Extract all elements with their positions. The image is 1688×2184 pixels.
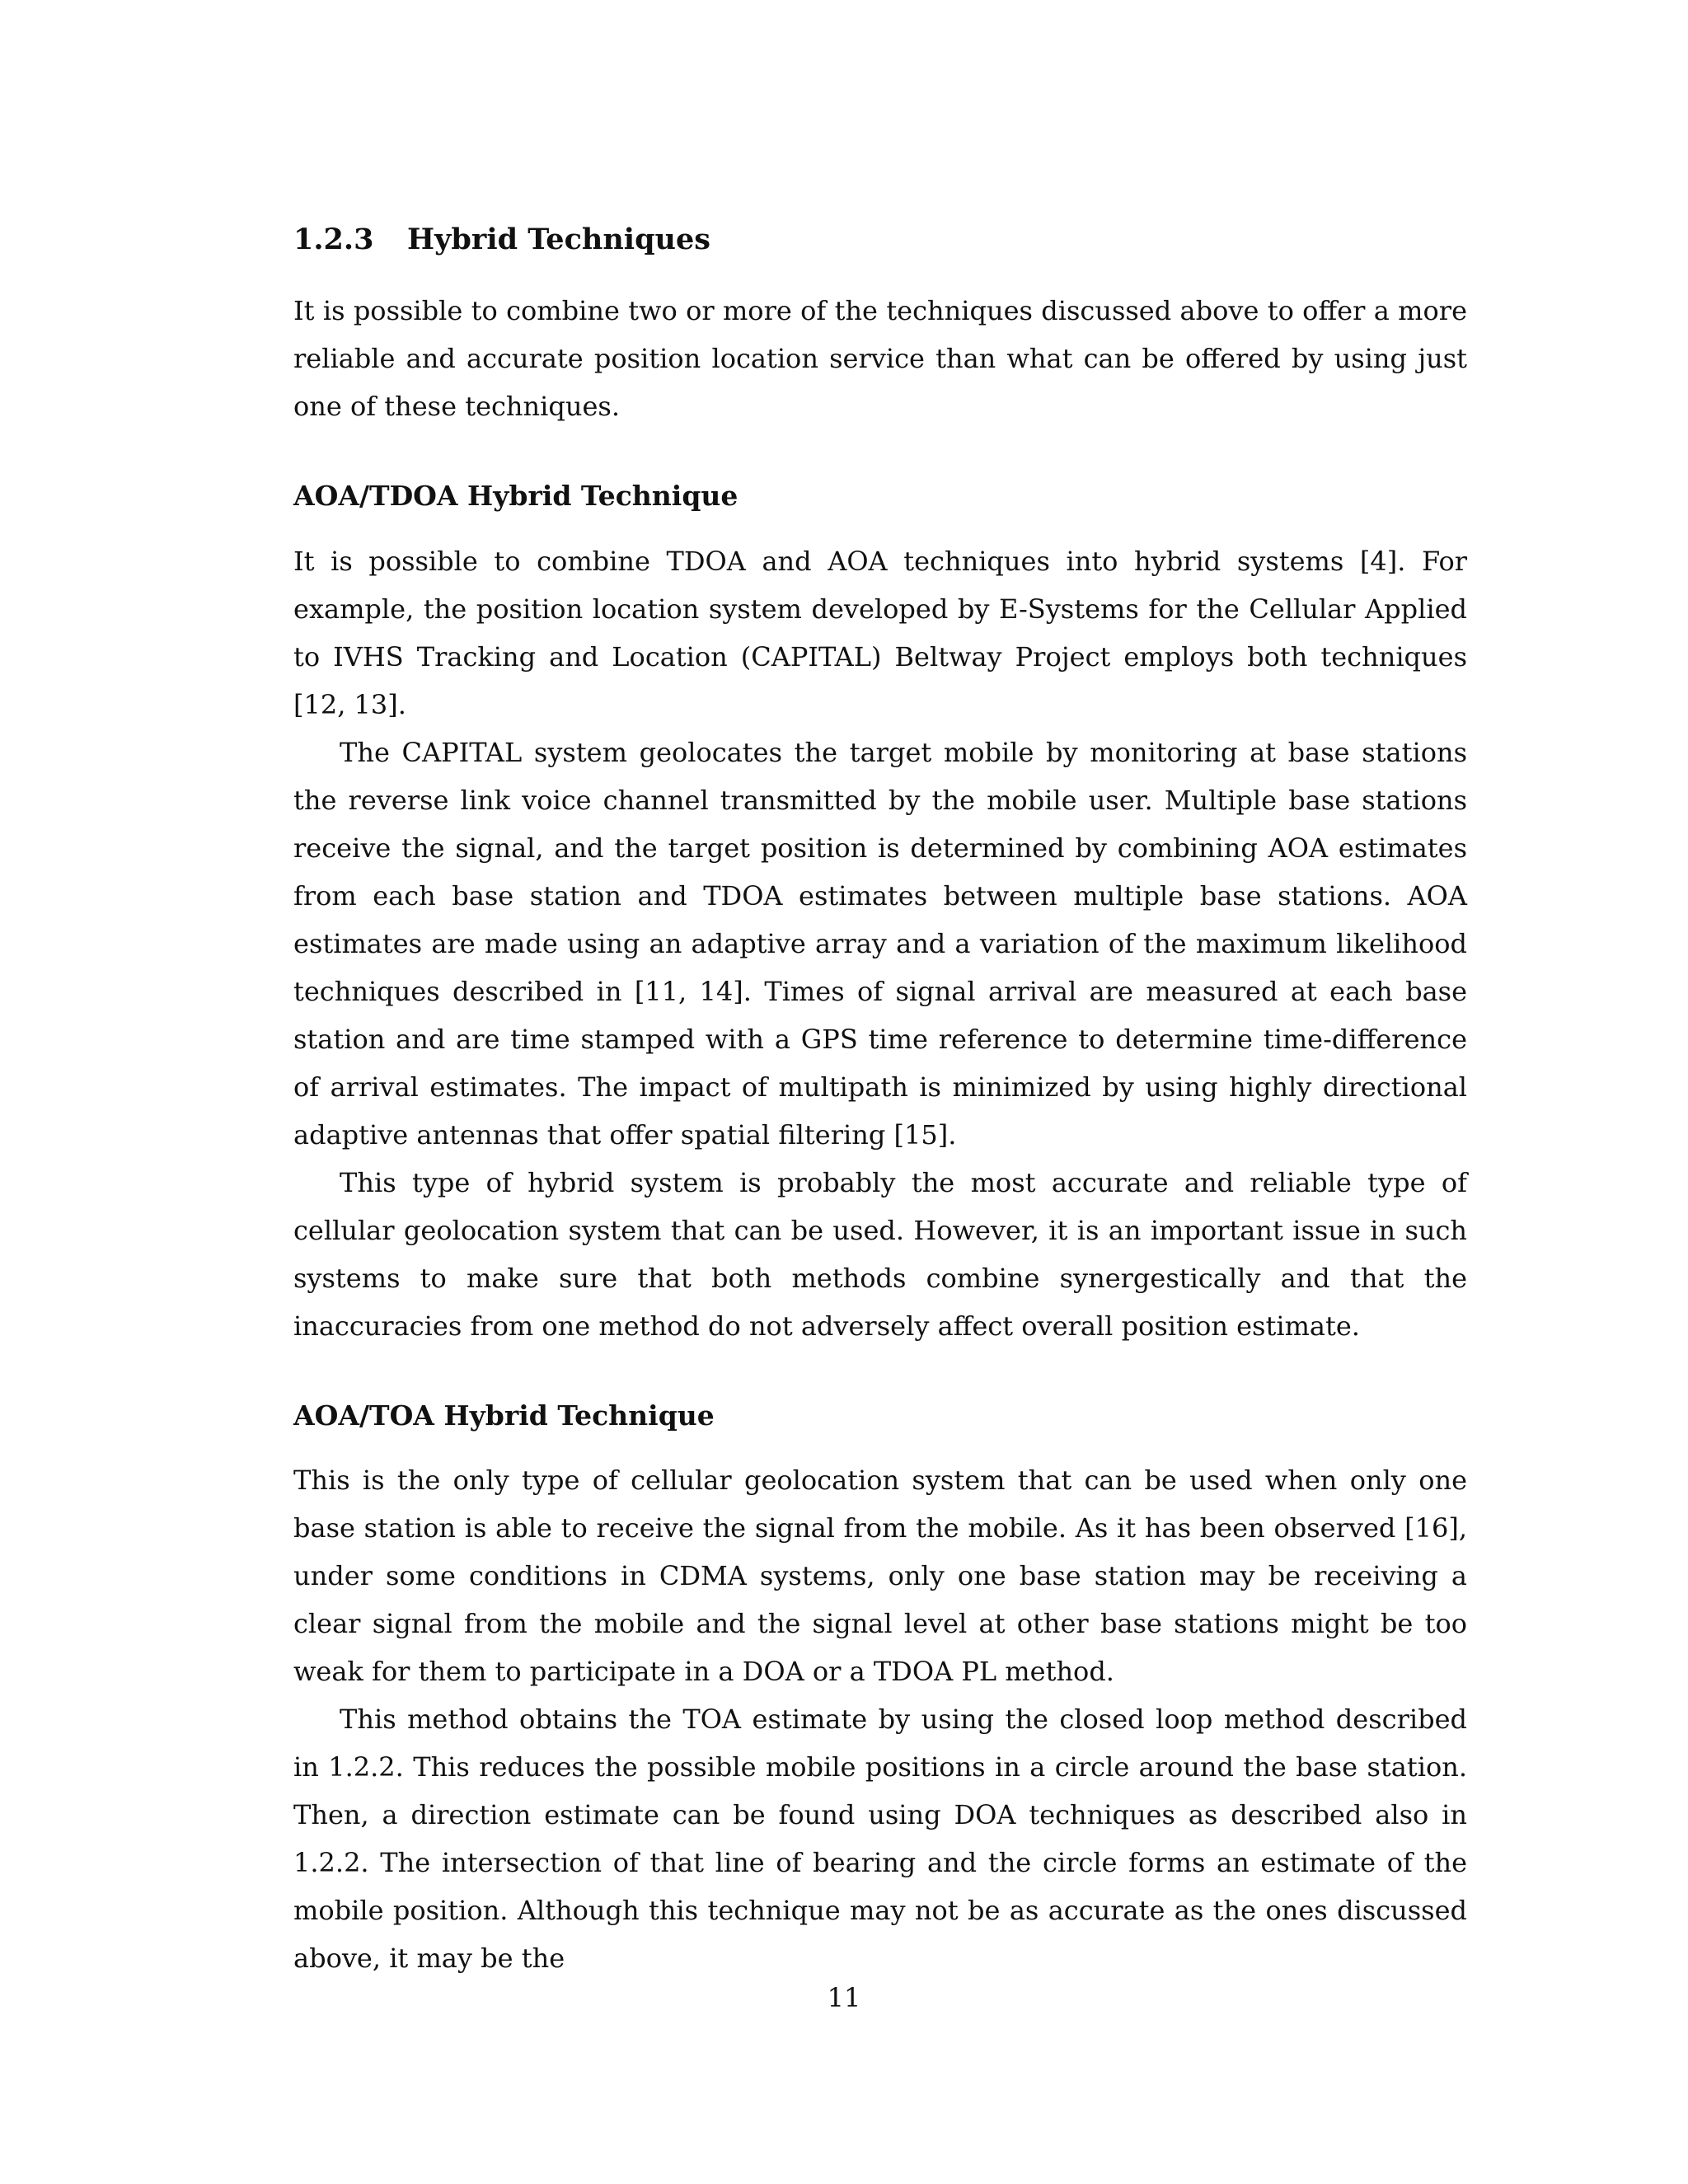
section-number: 1.2.3 xyxy=(293,223,374,256)
page-number: 11 xyxy=(827,1982,861,2013)
paragraph: This type of hybrid system is probably the most accurate and reliable type of cellular geolocation system that can be used. However, it is an important issue in such systems to make sure that both methods combine synergestically and that the inaccuracies from one method do not adversely affect overall position estimate. xyxy=(293,1166,1467,1342)
paragraph: This method obtains the TOA estimate by using the closed loop method described in 1.2.2. This reduces the possible mobile positions in a circle around the base station. Then, a direction estimate can be found using DOA techniques as described also in 1.2.2. The intersection of that line of bearing and the circle forms an estimate of the mobile position. Although this technique may not be as accurate as the ones discussed above, it may be the xyxy=(293,1704,1467,1975)
page-content xyxy=(293,223,1467,1982)
paragraph: This is the only type of cellular geolocation system that can be used when only one base station is able to receive the signal from the mobile. As it has been observed [16], under some conditions in CDMA systems, only one base station may be receiving a clear signal from the mobile and the signal level at other base stations might be too weak for them to participate in a DOA or a TDOA PL method. xyxy=(293,1465,1467,1688)
section-heading xyxy=(293,223,1467,257)
paragraph: The CAPITAL system geolocates the target mobile by monitoring at base stations the reverse link voice channel transmitted by the mobile user. Multiple base stations receive the signal, and the target position is determined by combining AOA estimates from each base station and TDOA estimates between multiple base stations. AOA estimates are made using an adaptive array and a variation of the maximum likelihood techniques described in [11, 14]. Times of signal arrival are measured at each base station and are time stamped with a GPS time reference to determine time-difference of arrival estimates. The impact of multipath is minimized by using highly directional adaptive antennas that offer spatial filtering [15]. xyxy=(293,736,1467,1151)
subsection-heading-aoa-tdoa: AOA/TDOA Hybrid Technique xyxy=(293,480,738,512)
section-title: Hybrid Techniques xyxy=(407,223,710,256)
paragraph: It is possible to combine TDOA and AOA techniques into hybrid systems [4]. For example, the position location system developed by E-Systems for the Cellular Applied to IVHS Tracking and Location (CAPITAL) Beltway Project employs both techniques [12, 13]. xyxy=(293,545,1467,720)
section-intro-paragraph: It is possible to combine two or more of the techniques discussed above to offer a more reliable and accurate position location service than what can be offered by using just one of these techniques. xyxy=(293,295,1467,422)
subsection-heading-aoa-toa: AOA/TOA Hybrid Technique xyxy=(293,1399,715,1432)
